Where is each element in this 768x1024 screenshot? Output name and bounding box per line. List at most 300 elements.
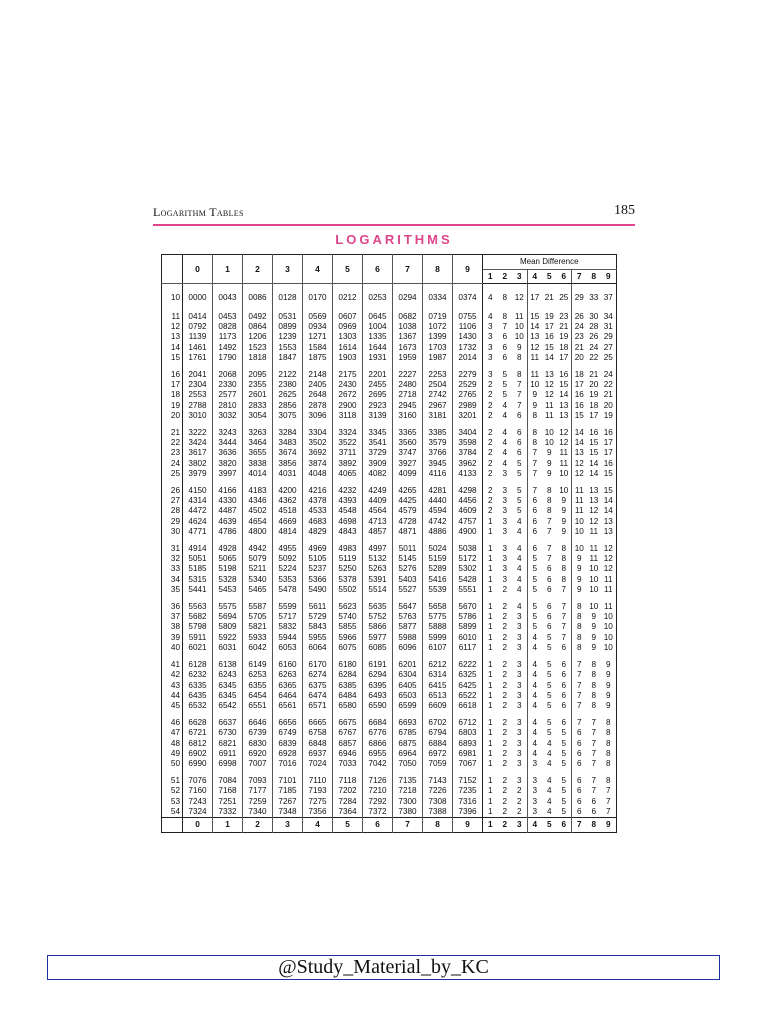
mean-difference-value: 3 xyxy=(487,352,493,362)
log-value: 4502 xyxy=(243,506,273,516)
mean-difference-value: 12 xyxy=(544,390,554,400)
log-value: 6981 xyxy=(453,749,483,759)
log-value: 6776 xyxy=(363,728,393,738)
log-value: 3838 xyxy=(243,459,273,469)
log-value: 3541 xyxy=(363,438,393,448)
gap-cell xyxy=(363,305,393,312)
mean-difference-value: 19 xyxy=(603,410,613,420)
mean-difference-value: 22 xyxy=(603,380,613,390)
log-value: 6875 xyxy=(393,739,423,749)
mean-difference-value: 5 xyxy=(546,728,552,738)
footer-mean-difference-header: 5 xyxy=(542,817,557,832)
mean-difference-value: 2 xyxy=(502,700,508,710)
mean-difference-value: 8 xyxy=(502,312,508,321)
log-value: 7316 xyxy=(453,797,483,807)
gap-cell xyxy=(333,305,363,312)
gap-cell xyxy=(423,421,453,428)
gap-cell xyxy=(363,479,393,486)
gap-cell xyxy=(213,479,243,486)
log-value: 7143 xyxy=(423,776,453,786)
mean-difference-value: 37 xyxy=(603,292,613,302)
mean-difference-value: 7 xyxy=(512,380,527,390)
footer-mean-difference-header: 7 xyxy=(572,817,587,832)
log-value: 5224 xyxy=(273,564,303,574)
gap-cell xyxy=(587,595,602,602)
mean-difference-value: 16 xyxy=(603,428,613,438)
table-row xyxy=(162,660,617,670)
gap-cell xyxy=(483,769,498,776)
log-value: 0934 xyxy=(303,322,333,332)
log-value: 6839 xyxy=(273,739,303,749)
mean-difference-value: 7 xyxy=(532,448,538,458)
log-value: 3766 xyxy=(423,448,453,458)
gap-cell xyxy=(527,653,542,660)
row-number: 34 xyxy=(162,575,183,585)
gap-cell xyxy=(423,305,453,312)
mean-difference-value: 8 xyxy=(557,554,572,564)
mean-difference-value: 20 xyxy=(589,380,599,390)
log-value: 7193 xyxy=(303,786,333,796)
log-value: 4425 xyxy=(393,496,423,506)
log-value: 3784 xyxy=(453,448,483,458)
mean-difference-value: 13 xyxy=(603,516,613,526)
log-value: 1703 xyxy=(423,343,453,353)
log-value: 2148 xyxy=(303,370,333,380)
gap-cell xyxy=(587,479,602,486)
mean-difference-value: 11 xyxy=(575,506,584,516)
log-value: 6513 xyxy=(423,691,453,701)
log-value: 1399 xyxy=(423,332,453,342)
footer-column-header: 5 xyxy=(333,817,363,832)
log-value: 5119 xyxy=(333,554,363,564)
log-value: 4150 xyxy=(183,486,213,496)
mean-difference-value: 6 xyxy=(576,796,582,806)
gap-cell xyxy=(243,421,273,428)
row-number: 50 xyxy=(162,759,183,769)
gap-cell xyxy=(303,537,333,544)
mean-difference-value: 6 xyxy=(532,516,538,526)
column-header: 5 xyxy=(333,255,363,284)
mean-difference-value: 8 xyxy=(557,544,572,554)
log-value: 6503 xyxy=(393,691,423,701)
mean-difference-value: 5 xyxy=(502,390,508,400)
log-value: 2718 xyxy=(393,390,423,400)
gap-cell xyxy=(498,711,513,718)
log-value: 0374 xyxy=(453,291,483,305)
log-value: 0170 xyxy=(303,291,333,305)
gap-cell xyxy=(557,421,572,428)
gap-cell xyxy=(557,595,572,602)
log-value: 6355 xyxy=(243,681,273,691)
table-row xyxy=(162,759,617,769)
mean-difference-value: 8 xyxy=(576,602,582,612)
table-row xyxy=(162,312,617,322)
log-value: 6902 xyxy=(183,749,213,759)
log-value: 6464 xyxy=(273,691,303,701)
mean-difference-value: 7 xyxy=(532,458,538,468)
mean-difference-value: 8 xyxy=(557,564,572,574)
log-value: 4698 xyxy=(333,517,363,527)
mean-difference-value: 3 xyxy=(512,749,527,759)
mean-difference-value: 8 xyxy=(576,612,582,622)
gap-cell xyxy=(542,595,557,602)
mean-difference-value: 9 xyxy=(532,400,538,410)
gap-cell xyxy=(273,305,303,312)
mean-difference-value: 7 xyxy=(576,718,582,728)
mean-difference-value: 4 xyxy=(546,806,552,816)
log-value: 4983 xyxy=(333,544,363,554)
log-value: 2967 xyxy=(423,401,453,411)
mean-difference-value: 9 xyxy=(532,390,538,400)
mean-difference-value: 6 xyxy=(546,602,552,612)
row-number: 12 xyxy=(162,322,183,332)
log-value: 6702 xyxy=(423,718,453,728)
mean-difference-value: 11 xyxy=(545,410,554,420)
log-value: 6284 xyxy=(333,670,363,680)
log-value: 6637 xyxy=(213,718,243,728)
mean-difference-value: 2 xyxy=(502,776,508,786)
gap-cell xyxy=(273,479,303,486)
log-value: 6435 xyxy=(183,691,213,701)
log-value: 6990 xyxy=(183,759,213,769)
log-value: 6830 xyxy=(243,739,273,749)
gap-cell xyxy=(423,479,453,486)
gap-cell xyxy=(601,305,616,312)
mean-difference-value: 7 xyxy=(532,468,538,478)
log-value: 5977 xyxy=(363,633,393,643)
mean-difference-value: 6 xyxy=(532,506,538,516)
log-value: 6212 xyxy=(423,660,453,670)
mean-difference-value: 1 xyxy=(487,758,493,768)
log-value: 5276 xyxy=(393,564,423,574)
table-row xyxy=(162,486,617,496)
row-gap xyxy=(162,537,617,544)
mean-difference-value: 1 xyxy=(487,748,493,758)
log-value: 7324 xyxy=(183,807,213,818)
gap-cell xyxy=(333,363,363,370)
mean-difference-value: 5 xyxy=(532,622,538,632)
log-value: 2923 xyxy=(363,401,393,411)
gap-cell xyxy=(162,595,183,602)
gap-cell xyxy=(483,363,498,370)
log-value: 5933 xyxy=(243,633,273,643)
mean-difference-value: 9 xyxy=(591,612,597,622)
log-value: 1430 xyxy=(453,332,483,342)
mean-difference-value: 3 xyxy=(502,554,508,564)
mean-difference-value: 1 xyxy=(487,584,493,594)
mean-difference-value: 9 xyxy=(512,343,527,353)
mean-difference-value: 4 xyxy=(532,690,538,700)
mean-difference-value: 9 xyxy=(576,554,582,564)
row-number: 11 xyxy=(162,312,183,322)
mean-difference-value: 14 xyxy=(557,390,572,400)
mean-difference-column-header: 6 xyxy=(557,270,572,284)
log-value: 3075 xyxy=(273,411,303,421)
page-header xyxy=(153,203,635,223)
log-value: 3181 xyxy=(423,411,453,421)
mean-difference-value: 12 xyxy=(544,380,554,390)
mean-difference-value: 4 xyxy=(487,292,493,302)
log-value: 6758 xyxy=(303,728,333,738)
log-value: 1931 xyxy=(363,353,393,363)
gap-cell xyxy=(587,363,602,370)
log-value: 4928 xyxy=(213,544,243,554)
mean-difference-value: 3 xyxy=(487,342,493,352)
log-value: 1492 xyxy=(213,343,243,353)
log-value: 3010 xyxy=(183,411,213,421)
mean-difference-value: 10 xyxy=(530,380,540,390)
log-value: 1038 xyxy=(393,322,423,332)
mean-difference-value: 8 xyxy=(512,370,527,380)
log-value: 5563 xyxy=(183,602,213,612)
log-value: 1903 xyxy=(333,353,363,363)
log-value: 5065 xyxy=(213,554,243,564)
mean-difference-value: 15 xyxy=(557,380,572,390)
gap-cell xyxy=(453,479,483,486)
mean-difference-value: 2 xyxy=(502,796,508,806)
log-value: 6749 xyxy=(273,728,303,738)
log-value: 6609 xyxy=(423,701,453,711)
mean-difference-value: 4 xyxy=(512,585,527,595)
log-value: 0607 xyxy=(333,312,363,322)
mean-difference-value: 8 xyxy=(591,680,597,690)
log-value: 0128 xyxy=(273,291,303,305)
gap-cell xyxy=(498,363,513,370)
gap-cell xyxy=(213,711,243,718)
gap-cell xyxy=(498,769,513,776)
log-value: 5453 xyxy=(213,585,243,595)
mean-difference-value: 3 xyxy=(512,691,527,701)
log-value: 6920 xyxy=(243,749,273,759)
mean-difference-value: 4 xyxy=(546,776,552,786)
mean-difference-value: 17 xyxy=(603,438,613,448)
mean-difference-value: 1 xyxy=(487,574,493,584)
row-gap xyxy=(162,653,617,660)
log-value: 2625 xyxy=(273,390,303,400)
mean-difference-value: 9 xyxy=(557,496,572,506)
gap-cell xyxy=(303,711,333,718)
log-value: 2405 xyxy=(303,380,333,390)
log-value: 2601 xyxy=(243,390,273,400)
log-value: 2227 xyxy=(393,370,423,380)
mean-difference-value: 13 xyxy=(603,526,613,536)
log-value: 5539 xyxy=(423,585,453,595)
log-value: 6964 xyxy=(393,749,423,759)
mean-difference-value: 14 xyxy=(589,468,599,478)
log-value: 6866 xyxy=(363,739,393,749)
log-value: 3997 xyxy=(213,469,243,479)
mean-difference-value: 3 xyxy=(487,322,493,332)
mean-difference-value: 7 xyxy=(557,633,572,643)
log-value: 5079 xyxy=(243,554,273,564)
mean-difference-value: 7 xyxy=(605,786,611,796)
mean-difference-value: 6 xyxy=(512,438,527,448)
table-row xyxy=(162,786,617,796)
column-header: 2 xyxy=(243,255,273,284)
log-value: 6415 xyxy=(423,681,453,691)
mean-difference-value: 29 xyxy=(603,332,613,342)
row-number: 36 xyxy=(162,602,183,612)
log-value: 1673 xyxy=(393,343,423,353)
log-value: 0043 xyxy=(213,291,243,305)
table-row xyxy=(162,459,617,469)
log-value: 6117 xyxy=(453,643,483,653)
log-value: 5403 xyxy=(393,575,423,585)
gap-cell xyxy=(183,769,213,776)
mean-difference-value: 17 xyxy=(530,292,540,302)
log-value: 5944 xyxy=(273,633,303,643)
gap-cell xyxy=(483,479,498,486)
mean-difference-value: 4 xyxy=(546,796,552,806)
gap-cell xyxy=(162,479,183,486)
gap-cell xyxy=(273,595,303,602)
mean-difference-value: 11 xyxy=(604,602,613,612)
mean-difference-value: 1 xyxy=(487,660,493,670)
mean-difference-value: 5 xyxy=(557,728,572,738)
log-value: 6812 xyxy=(183,739,213,749)
gap-cell xyxy=(587,711,602,718)
log-value: 3874 xyxy=(303,459,333,469)
mean-difference-value: 6 xyxy=(557,660,572,670)
log-value: 5821 xyxy=(243,622,273,632)
mean-difference-column-header: 9 xyxy=(601,270,616,284)
column-header: 8 xyxy=(423,255,453,284)
gap-cell xyxy=(363,537,393,544)
log-value: 6149 xyxy=(243,660,273,670)
mean-difference-value: 4 xyxy=(532,670,538,680)
log-value: 5966 xyxy=(333,633,363,643)
mean-difference-value: 11 xyxy=(604,574,613,584)
gap-cell xyxy=(243,653,273,660)
log-value: 7243 xyxy=(183,797,213,807)
log-value: 5416 xyxy=(423,575,453,585)
mean-difference-value: 7 xyxy=(591,748,597,758)
log-value: 2253 xyxy=(423,370,453,380)
mean-difference-value: 5 xyxy=(532,574,538,584)
mean-difference-value: 4 xyxy=(502,400,508,410)
mean-difference-value: 6 xyxy=(591,796,597,806)
log-value: 2201 xyxy=(363,370,393,380)
log-value: 6010 xyxy=(453,633,483,643)
mean-difference-value: 6 xyxy=(576,786,582,796)
mean-difference-value: 5 xyxy=(512,469,527,479)
log-value: 4249 xyxy=(363,486,393,496)
gap-cell xyxy=(587,421,602,428)
mean-difference-value: 3 xyxy=(502,516,508,526)
gap-cell xyxy=(572,421,587,428)
log-value: 0792 xyxy=(183,322,213,332)
mean-difference-value: 6 xyxy=(576,748,582,758)
gap-cell xyxy=(542,363,557,370)
mean-difference-value: 4 xyxy=(502,458,508,468)
log-value: 5011 xyxy=(393,544,423,554)
log-value: 6767 xyxy=(333,728,363,738)
mean-difference-value: 10 xyxy=(544,438,554,448)
mean-difference-value: 7 xyxy=(546,526,552,536)
mean-difference-value: 3 xyxy=(512,660,527,670)
log-value: 7396 xyxy=(453,807,483,818)
log-value: 7372 xyxy=(363,807,393,818)
table-row xyxy=(162,448,617,458)
mean-difference-value: 3 xyxy=(512,701,527,711)
mean-difference-value: 4 xyxy=(546,738,552,748)
footer-column-header: 0 xyxy=(183,817,213,832)
log-value: 4099 xyxy=(393,469,423,479)
mean-difference-value: 5 xyxy=(557,739,572,749)
gap-cell xyxy=(243,769,273,776)
gap-cell xyxy=(243,711,273,718)
log-value: 6170 xyxy=(303,660,333,670)
log-value: 3711 xyxy=(333,448,363,458)
log-value: 7251 xyxy=(213,797,243,807)
mean-difference-value: 8 xyxy=(605,738,611,748)
mean-difference-value: 18 xyxy=(557,343,572,353)
mean-difference-value: 6 xyxy=(546,584,552,594)
log-value: 3201 xyxy=(453,411,483,421)
table-row xyxy=(162,575,617,585)
log-value: 5038 xyxy=(453,544,483,554)
gap-cell xyxy=(453,595,483,602)
mean-difference-value: 21 xyxy=(603,390,613,400)
log-value: 3979 xyxy=(183,469,213,479)
mean-difference-value: 2 xyxy=(487,380,493,390)
mean-difference-value: 23 xyxy=(574,332,584,342)
log-value: 6730 xyxy=(213,728,243,738)
log-value: 3483 xyxy=(273,438,303,448)
mean-difference-value: 7 xyxy=(591,786,597,796)
log-value: 3802 xyxy=(183,459,213,469)
gap-cell xyxy=(162,421,183,428)
mean-difference-value: 34 xyxy=(603,312,613,321)
footer-mean-difference-header: 9 xyxy=(601,817,616,832)
table-row xyxy=(162,469,617,479)
mean-difference-value: 9 xyxy=(557,506,572,516)
header-title: Logarithm Tables xyxy=(153,205,244,219)
gap-cell xyxy=(572,305,587,312)
table-row xyxy=(162,691,617,701)
mean-difference-value: 2 xyxy=(487,390,493,400)
log-value: 6107 xyxy=(423,643,453,653)
log-value: 6274 xyxy=(303,670,333,680)
footer-column-header: 3 xyxy=(273,817,303,832)
log-value: 3032 xyxy=(213,411,243,421)
log-value: 3522 xyxy=(333,438,363,448)
mean-difference-value: 2 xyxy=(512,786,527,796)
gap-cell xyxy=(512,595,527,602)
mean-difference-header: Mean Difference xyxy=(483,255,617,270)
row-number: 33 xyxy=(162,564,183,574)
mean-difference-value: 10 xyxy=(603,642,613,652)
log-value: 3054 xyxy=(243,411,273,421)
gap-cell xyxy=(363,769,393,776)
log-value: 5024 xyxy=(423,544,453,554)
log-value: 6684 xyxy=(363,718,393,728)
log-value: 5599 xyxy=(273,602,303,612)
log-value: 1818 xyxy=(243,353,273,363)
mean-difference-value: 2 xyxy=(502,642,508,652)
mean-difference-value: 31 xyxy=(603,322,613,332)
log-value: 6646 xyxy=(243,718,273,728)
log-value: 7033 xyxy=(333,759,363,769)
mean-difference-value: 5 xyxy=(512,506,527,516)
gap-cell xyxy=(423,653,453,660)
log-value: 5172 xyxy=(453,554,483,564)
log-value: 5670 xyxy=(453,602,483,612)
log-value: 5729 xyxy=(303,612,333,622)
log-value: 6628 xyxy=(183,718,213,728)
mean-difference-value: 4 xyxy=(532,748,538,758)
log-value: 5378 xyxy=(333,575,363,585)
